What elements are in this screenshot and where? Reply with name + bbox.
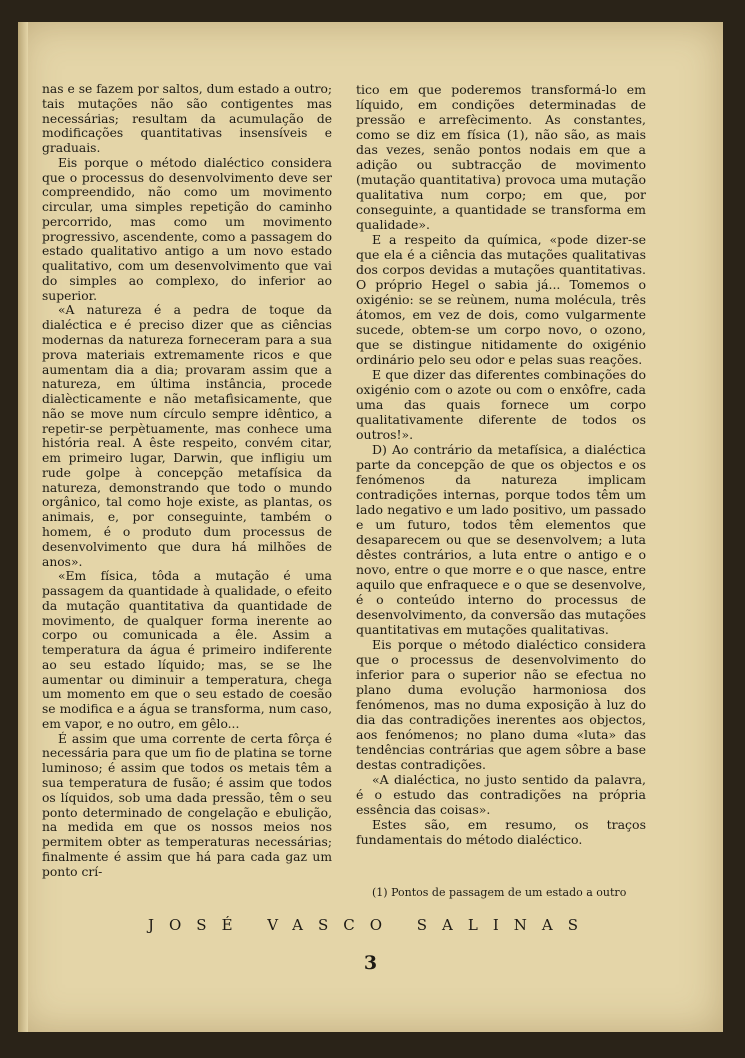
right-paragraph-5: Eis porque o método dialéctico considera que o processus de desenvolvimento do inferior para o superior não se efectua no plano duma evolução harmoniosa dos fenómenos, mas no duma exposição à luz do dia das contradições inerentes aos objectos, aos fenómenos; no plano duma «luta» das tendências contrárias que agem sôbre a base destas contradições. [356, 637, 646, 772]
author-name: JOSÉ VASCO SALINAS [148, 916, 593, 934]
right-paragraph-7: Estes são, em resumo, os traços fundamentais do método dialéctico. [356, 817, 646, 847]
left-paragraph-3: «A natureza é a pedra de toque da dialéctica e é preciso dizer que as ciências modernas da natureza forneceram para a sua prova materiais extremamente ricos e que aumentam dia a dia; provaram assim que a natureza, em última instância, procede dialècticamente e não metafìsicamente, que não se move num círculo sempre idêntico, a repetir-se perpètuamente, mas conhece uma história real. A êste respeito, convém citar, em primeiro lugar, Darwin, que infligiu um rude golpe à concepção metafísica da natureza, demonstrando que todo o mundo orgânico, tal como hoje existe, as plantas, os animais, e, por conseguinte, também o homem, é o produto dum processus de desenvolvimento que dura há milhões de anos». [42, 303, 332, 569]
right-paragraph-4: D) Ao contrário da metafísica, a dialéctica parte da concepção de que os objectos e os fenómenos da natureza implicam contradições internas, porque todos têm um lado negativo e um lado positivo, um passado e um futuro, todos têm elementos que desaparecem ou que se desenvolvem; a luta dêstes contrários, a luta entre o antigo e o novo, entre o que morre e o que nasce, entre aquilo que enfraquece e o que se desenvolve, é o conteúdo interno do processus de desenvolvimento, da conversão das mutações quantitativas em mutações qualitativas. [356, 442, 646, 637]
book-page [18, 22, 723, 1032]
right-paragraph-1: tico em que poderemos transformá-lo em líquido, em condições determinadas de pressão e arrefècimento. As constantes, como se diz em física (1), não são, as mais das vezes, senão pontos nodais em que a adição ou subtracção de movimento (mutação quantitativa) provoca uma mutação qualitativa num corpo; em que, por conseguinte, a quantidade se transforma em qualidade». [356, 82, 646, 232]
right-paragraph-6: «A dialéctica, no justo sentido da palavra, é o estudo das contradições na própria essência das coisas». [356, 772, 646, 817]
page-number: 3 [363, 952, 378, 974]
page-spine [18, 22, 28, 1032]
left-paragraph-2: Eis porque o método dialéctico considera que o processus do desenvolvimento deve ser compreendido, não como um movimento circular, uma simples repetição do caminho percorrido, mas como um movimento progressivo, ascendente, como a passagem do estado qualitativo antigo a um novo estado qualitativo, com um desenvolvimento que vai do simples ao complexo, do inferior ao superior. [42, 155, 332, 303]
left-text-column [42, 82, 332, 879]
left-paragraph-4: «Em física, tôda a mutação é uma passagem da quantidade à qualidade, o efeito da mutação quantitativa da quantidade de movimento, de qualquer forma inerente ao corpo ou comunicada a êle. Assim a temperatura da água é primeiro indiferente ao seu estado líquido; mas, se se lhe aumentar ou diminuir a temperatura, chega um momento em que o seu estado de coesão se modifica e a água se transforma, num caso, em vapor, e no outro, em gêlo... [42, 569, 332, 731]
right-text-column [356, 82, 646, 847]
left-paragraph-5: É assim que uma corrente de certa fôrça é necessária para que um fio de platina se torne luminoso; é assim que todos os metais têm a sua temperatura de fusão; é assim que todos os líquidos, sob uma dada pressão, têm o seu ponto determinado de congelação e ebulição, na medida em que os nossos meios nos permitem obter as temperaturas necessárias; finalmente é assim que há para cada gaz um ponto crí- [42, 731, 332, 879]
footnote: (1) Pontos de passagem de um estado a outro [372, 886, 627, 899]
right-paragraph-2: E a respeito da química, «pode dizer-se que ela é a ciência das mutações qualitativas dos corpos devidas a mutações quantitativas. O próprio Hegel o sabia já... Tomemos o oxigénio: se se reùnem, numa molécula, três átomos, em vez de dois, como vulgarmente sucede, obtem-se um corpo novo, o ozono, que se distingue nitidamente do oxigénio ordinário pelo seu odor e pelas suas reações. [356, 232, 646, 367]
right-paragraph-3: E que dizer das diferentes combinações do oxigénio com o azote ou com o enxôfre, cada uma das quais fornece um corpo qualitativamente diferente de todos os outros!». [356, 367, 646, 442]
left-paragraph-1: nas e se fazem por saltos, dum estado a outro; tais mutações não são contigentes mas necessárias; resultam da acumulação de modificações quantitativas insensíveis e graduais. [42, 82, 332, 156]
